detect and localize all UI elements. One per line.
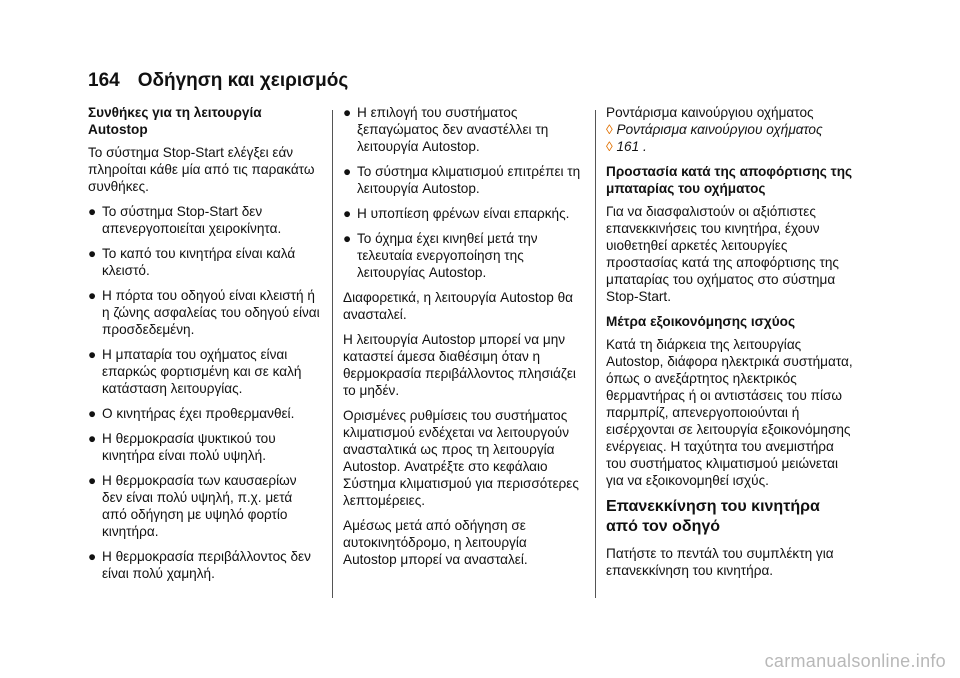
bullet-icon: ● — [88, 288, 97, 303]
watermark: carmanualsonline.info — [764, 651, 946, 671]
list-item: ● Η θερμοκρασία περιβάλλοντος δεν είναι πολύ χαμηλή. — [88, 549, 311, 581]
bullet-icon: ● — [343, 164, 352, 179]
bullet-icon: ● — [343, 231, 352, 246]
bullet-icon: ● — [88, 347, 97, 362]
list-item: ● Η θερμοκρασία ψυκτικού του κινητήρα είναι πολύ υψηλή. — [88, 431, 276, 463]
list-item: ● Το καπό του κινητήρα είναι καλά κλειστό. — [88, 246, 296, 278]
bullet-icon: ● — [88, 473, 97, 488]
paragraph: Αμέσως μετά από οδήγηση σε αυτοκινητόδρομο, η λειτουργία Autostop μπορεί να ανασταλεί. — [343, 518, 528, 567]
paragraph: Ροντάρισμα καινούργιου οχήματος ◊ Ροντάρισμα καινούργιου οχήματος ◊ 161 . — [606, 105, 823, 154]
section-heading: Συνθήκες για τη λειτουργία Autostop — [88, 105, 262, 137]
section-heading: Μέτρα εξοικονόμησης ισχύος — [606, 314, 796, 329]
cross-reference-icon: ◊ — [606, 122, 613, 137]
bullet-icon: ● — [88, 246, 97, 261]
page-header — [88, 70, 348, 92]
list-item: ● Το σύστημα κλιματισμού επιτρέπει τη λειτουργία Autostop. — [343, 164, 581, 196]
list-item: ● Η μπαταρία του οχήματος είναι επαρκώς φορτισμένη και σε καλή κατάσταση λειτουργίας. — [88, 347, 302, 396]
list-item: ● Το σύστημα Stop-Start δεν απενεργοποιείται χειροκίνητα. — [88, 204, 282, 236]
column-divider — [332, 110, 333, 598]
bullet-icon: ● — [343, 206, 352, 221]
bullet-icon: ● — [88, 431, 97, 446]
column-divider — [595, 110, 596, 598]
paragraph: Για να διασφαλιστούν οι αξιόπιστες επανεκκινήσεις του κινητήρα, έχουν υιοθετηθεί αρκετές λειτουργίες προστασίας κατά της αποφόρτισης της μπαταρίας του οχήματος στο σύστημα Stop-Start. — [606, 204, 839, 304]
column-middle — [343, 104, 583, 576]
bullet-icon: ● — [88, 406, 97, 421]
paragraph: Πατήστε το πεντάλ του συμπλέκτη για επανεκκίνηση του κινητήρα. — [606, 546, 834, 578]
column-right — [606, 104, 854, 587]
list-item: ● Ο κινητήρας έχει προθερμανθεί. — [88, 406, 295, 421]
paragraph: Ορισμένες ρυθμίσεις του συστήματος κλιματισμού ενδέχεται να λειτουργούν ανασταλτικά ως προς τη λειτουργία Autostop. Ανατρέξτε στο κεφάλαιο Σύστημα κλιματισμού για περισσότερες λεπτομέρειες. — [343, 408, 579, 508]
list-item: ● Το όχημα έχει κινηθεί μετά την τελευταία ενεργοποίηση της λειτουργίας Autostop. — [343, 231, 538, 280]
section-heading-large: Επανεκκίνηση του κινητήρα από τον οδηγό — [606, 498, 820, 535]
cross-reference-icon: ◊ — [606, 139, 613, 154]
chapter-title: Οδήγηση και χειρισμός — [137, 70, 349, 91]
paragraph: Διαφορετικά, η λειτουργία Autostop θα ανασταλεί. — [343, 290, 573, 322]
bullet-icon: ● — [88, 204, 97, 219]
paragraph: Η λειτουργία Autostop μπορεί να μην καταστεί άμεσα διαθέσιμη όταν η θερμοκρασία περιβάλλοντος πλησιάζει το μηδέν. — [343, 332, 576, 398]
column-left — [88, 104, 320, 590]
paragraph: Το σύστημα Stop-Start ελέγξει εάν πληροίται κάθε μία από τις παρακάτω συνθήκες. — [88, 145, 315, 194]
list-item: ● Η επιλογή του συστήματος ξεπαγώματος δεν αναστέλλει τη λειτουργία Autostop. — [343, 105, 549, 154]
cross-reference-link[interactable]: Ροντάρισμα καινούργιου οχήματος — [616, 122, 823, 137]
bullet-icon: ● — [88, 549, 97, 564]
list-item: ● Η πόρτα του οδηγού είναι κλειστή ή η ζώνης ασφαλείας του οδηγού είναι προσδεδεμένη. — [88, 288, 320, 337]
list-item: ● Η θερμοκρασία των καυσαερίων δεν είναι πολύ υψηλή, π.χ. μετά από οδήγηση με υψηλό φορτίο κινητήρα. — [88, 473, 297, 539]
cross-reference-page[interactable]: 161 . — [616, 139, 647, 154]
page-number: 164 — [88, 70, 120, 91]
section-heading: Προστασία κατά της αποφόρτισης της μπαταρίας του οχήματος — [606, 164, 853, 196]
list-item: ● Η υποπίεση φρένων είναι επαρκής. — [343, 206, 570, 221]
paragraph: Κατά τη διάρκεια της λειτουργίας Autostop, διάφορα ηλεκτρικά συστήματα, όπως ο ανεξάρτητος ηλεκτρικός θερμαντήρας ή οι αντιστάσεις του πίσω παρμπρίζ, απενεργοποιούνται ή εισέρχονται σε λειτουργία εξοικονόμησης ενέργειας. Η ταχύτητα του ανεμιστήρα του συστήματος κλιματισμού μειώνεται για να εξοικονομηθεί ισχύς. — [606, 337, 853, 488]
bullet-icon: ● — [343, 105, 352, 120]
